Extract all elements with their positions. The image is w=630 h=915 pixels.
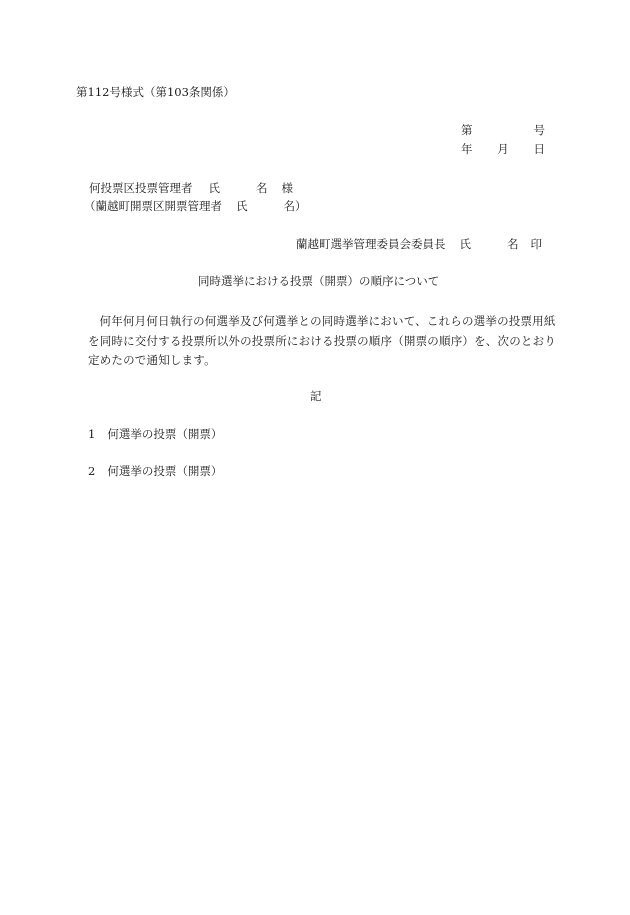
date-year: 年: [461, 142, 473, 156]
addressee-name-last: 名: [256, 181, 268, 195]
list-item: [88, 463, 222, 479]
document-number-suffix: 号: [533, 123, 545, 137]
counting-manager-title: （蘭越町開票区開票管理者: [84, 199, 222, 213]
addressee-name-first: 氏: [208, 181, 220, 195]
addressee-line-1: [89, 180, 293, 196]
sender-name-first: 氏: [459, 237, 471, 251]
list-item-text: 何選挙の投票（開票）: [107, 464, 223, 478]
addressee-honorific: 様: [281, 181, 293, 195]
document-number-prefix: 第: [461, 123, 473, 137]
counting-manager-name-first: 氏: [236, 199, 248, 213]
form-title: 第112号様式（第103条関係）: [76, 85, 235, 99]
list-item-text: 何選挙の投票（開票）: [107, 427, 223, 441]
addressee-title: 何投票区投票管理者: [89, 181, 193, 195]
date-line: [461, 141, 545, 157]
sender-title: 蘭越町選挙管理委員会委員長: [296, 237, 446, 251]
list-item-number: 1: [88, 427, 96, 441]
counting-manager-name-last: 名）: [283, 199, 307, 213]
date-month: 月: [497, 142, 509, 156]
document-number-line: [461, 122, 545, 138]
list-item-number: 2: [88, 464, 96, 478]
addressee-line-2: [84, 198, 307, 214]
sender-line: [296, 236, 542, 252]
body-paragraph: 何年何月何日執行の何選挙及び何選挙との同時選挙において、これらの選挙の投票用紙を同時に交付する投票所以外の投票所における投票の順序（開票の順序）を、次のとおり定めたので通知します。: [88, 314, 556, 367]
subject-heading: 同時選挙における投票（開票）の順序について: [198, 274, 440, 288]
list-item: [88, 426, 222, 442]
seal-mark: 印: [530, 237, 542, 251]
sender-name-last: 名: [507, 237, 519, 251]
date-day: 日: [533, 142, 545, 156]
ki-heading: 記: [310, 389, 322, 403]
